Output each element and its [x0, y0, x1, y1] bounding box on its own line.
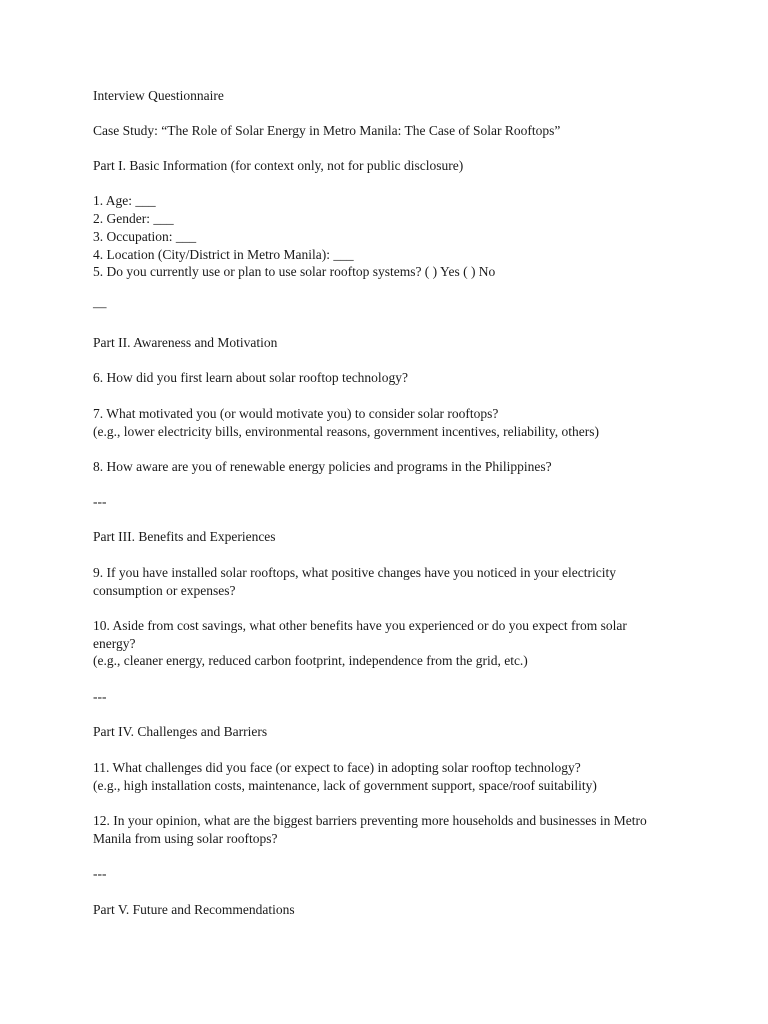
question-6: 6. How did you first learn about solar rooftop technology? [93, 370, 408, 385]
question-9-line2: consumption or expenses? [93, 583, 236, 598]
question-10-examples: (e.g., cleaner energy, reduced carbon footprint, independence from the grid, etc.) [93, 653, 528, 668]
question-11-examples: (e.g., high installation costs, maintenance, lack of government support, space/roof suitability) [93, 778, 597, 793]
section-separator: --- [93, 689, 107, 704]
part3-heading: Part III. Benefits and Experiences [93, 529, 276, 544]
question-solar-use: 5. Do you currently use or plan to use solar rooftop systems? ( ) Yes ( ) No [93, 264, 496, 279]
question-8: 8. How aware are you of renewable energy policies and programs in the Philippines? [93, 459, 552, 474]
section-separator: --- [93, 494, 107, 509]
part4-heading: Part IV. Challenges and Barriers [93, 724, 268, 739]
question-gender: 2. Gender: ___ [93, 211, 174, 226]
part1-heading: Part I. Basic Information (for context only, not for public disclosure) [93, 158, 464, 173]
question-12-line1: 12. In your opinion, what are the biggest barriers preventing more households and businesses in Metro [93, 813, 647, 828]
question-location: 4. Location (City/District in Metro Manila): ___ [93, 247, 354, 262]
question-occupation: 3. Occupation: ___ [93, 229, 197, 244]
question-7: 7. What motivated you (or would motivate you) to consider solar rooftops? [93, 406, 499, 421]
question-11: 11. What challenges did you face (or expect to face) in adopting solar rooftop technology? [93, 760, 581, 775]
question-10-line1: 10. Aside from cost savings, what other benefits have you experienced or do you expect from solar [93, 618, 627, 633]
document-title: Interview Questionnaire [93, 88, 224, 103]
case-study-title: Case Study: “The Role of Solar Energy in Metro Manila: The Case of Solar Rooftops” [93, 123, 561, 138]
section-separator: — [93, 299, 107, 314]
question-age: 1. Age: ___ [93, 193, 156, 208]
question-12-line2: Manila from using solar rooftops? [93, 831, 278, 846]
section-separator: --- [93, 866, 107, 881]
question-9-line1: 9. If you have installed solar rooftops, what positive changes have you noticed in your electricity [93, 565, 616, 580]
question-10-line2: energy? [93, 636, 136, 651]
part5-heading: Part V. Future and Recommendations [93, 902, 295, 917]
question-7-examples: (e.g., lower electricity bills, environmental reasons, government incentives, reliability, others) [93, 424, 599, 439]
part2-heading: Part II. Awareness and Motivation [93, 335, 278, 350]
